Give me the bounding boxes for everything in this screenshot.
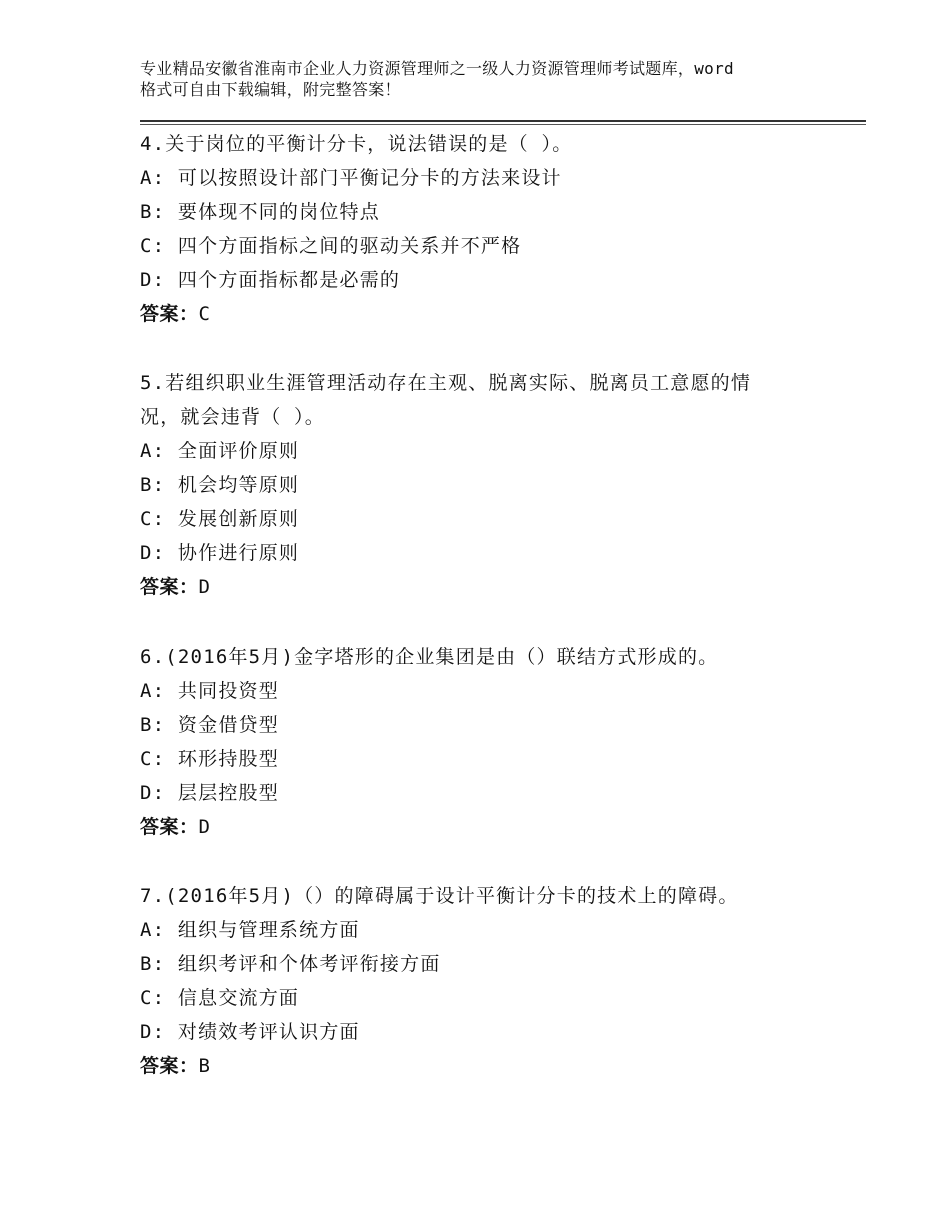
option-b: B: 资金借贷型 <box>140 714 279 736</box>
question-6 <box>140 640 840 844</box>
option-a: A: 共同投资型 <box>140 680 279 702</box>
option-b: B: 要体现不同的岗位特点 <box>140 201 380 223</box>
question-7 <box>140 879 840 1083</box>
question-4 <box>140 127 840 331</box>
option-c: C: 信息交流方面 <box>140 987 300 1009</box>
option-d: D: 四个方面指标都是必需的 <box>140 269 401 291</box>
question-stem-line-1: 5.若组织职业生涯管理活动存在主观、脱离实际、脱离员工意愿的情 <box>140 372 752 394</box>
answer-line <box>140 810 840 844</box>
header-line-1: 专业精品安徽省淮南市企业人力资源管理师之一级人力资源管理师考试题库，word <box>140 59 734 78</box>
question-5 <box>140 366 840 604</box>
question-stem-line-2: 况，就会违背（ ）。 <box>140 406 325 428</box>
option-b: B: 组织考评和个体考评衔接方面 <box>140 953 441 975</box>
question-stem: 6.(2016年5月)金字塔形的企业集团是由（）联结方式形成的。 <box>140 646 719 668</box>
question-stem: 7.(2016年5月)（）的障碍属于设计平衡计分卡的技术上的障碍。 <box>140 885 739 907</box>
document-header <box>140 58 830 100</box>
answer-line <box>140 1049 840 1083</box>
option-a: A: 组织与管理系统方面 <box>140 919 360 941</box>
answer-label: 答案： <box>140 1055 199 1077</box>
option-a: A: 可以按照设计部门平衡记分卡的方法来设计 <box>140 167 562 189</box>
answer-label: 答案： <box>140 816 199 838</box>
answer-value: D <box>198 576 211 598</box>
option-a: A: 全面评价原则 <box>140 440 300 462</box>
answer-label: 答案： <box>140 303 199 325</box>
answer-line <box>140 297 840 331</box>
option-d: D: 对绩效考评认识方面 <box>140 1021 360 1043</box>
option-c: C: 环形持股型 <box>140 748 279 770</box>
option-c: C: 发展创新原则 <box>140 508 300 530</box>
answer-line <box>140 570 840 604</box>
answer-value: B <box>198 1055 211 1077</box>
option-d: D: 协作进行原则 <box>140 542 300 564</box>
option-d: D: 层层控股型 <box>140 782 279 804</box>
question-stem: 4.关于岗位的平衡计分卡，说法错误的是（ ）。 <box>140 133 573 155</box>
option-b: B: 机会均等原则 <box>140 474 300 496</box>
option-c: C: 四个方面指标之间的驱动关系并不严格 <box>140 235 522 257</box>
answer-label: 答案： <box>140 576 199 598</box>
answer-value: D <box>198 816 211 838</box>
header-divider-thin <box>140 124 866 125</box>
header-divider-thick <box>140 120 866 122</box>
answer-value: C <box>198 303 211 325</box>
header-line-2: 格式可自由下载编辑，附完整答案！ <box>140 80 401 99</box>
